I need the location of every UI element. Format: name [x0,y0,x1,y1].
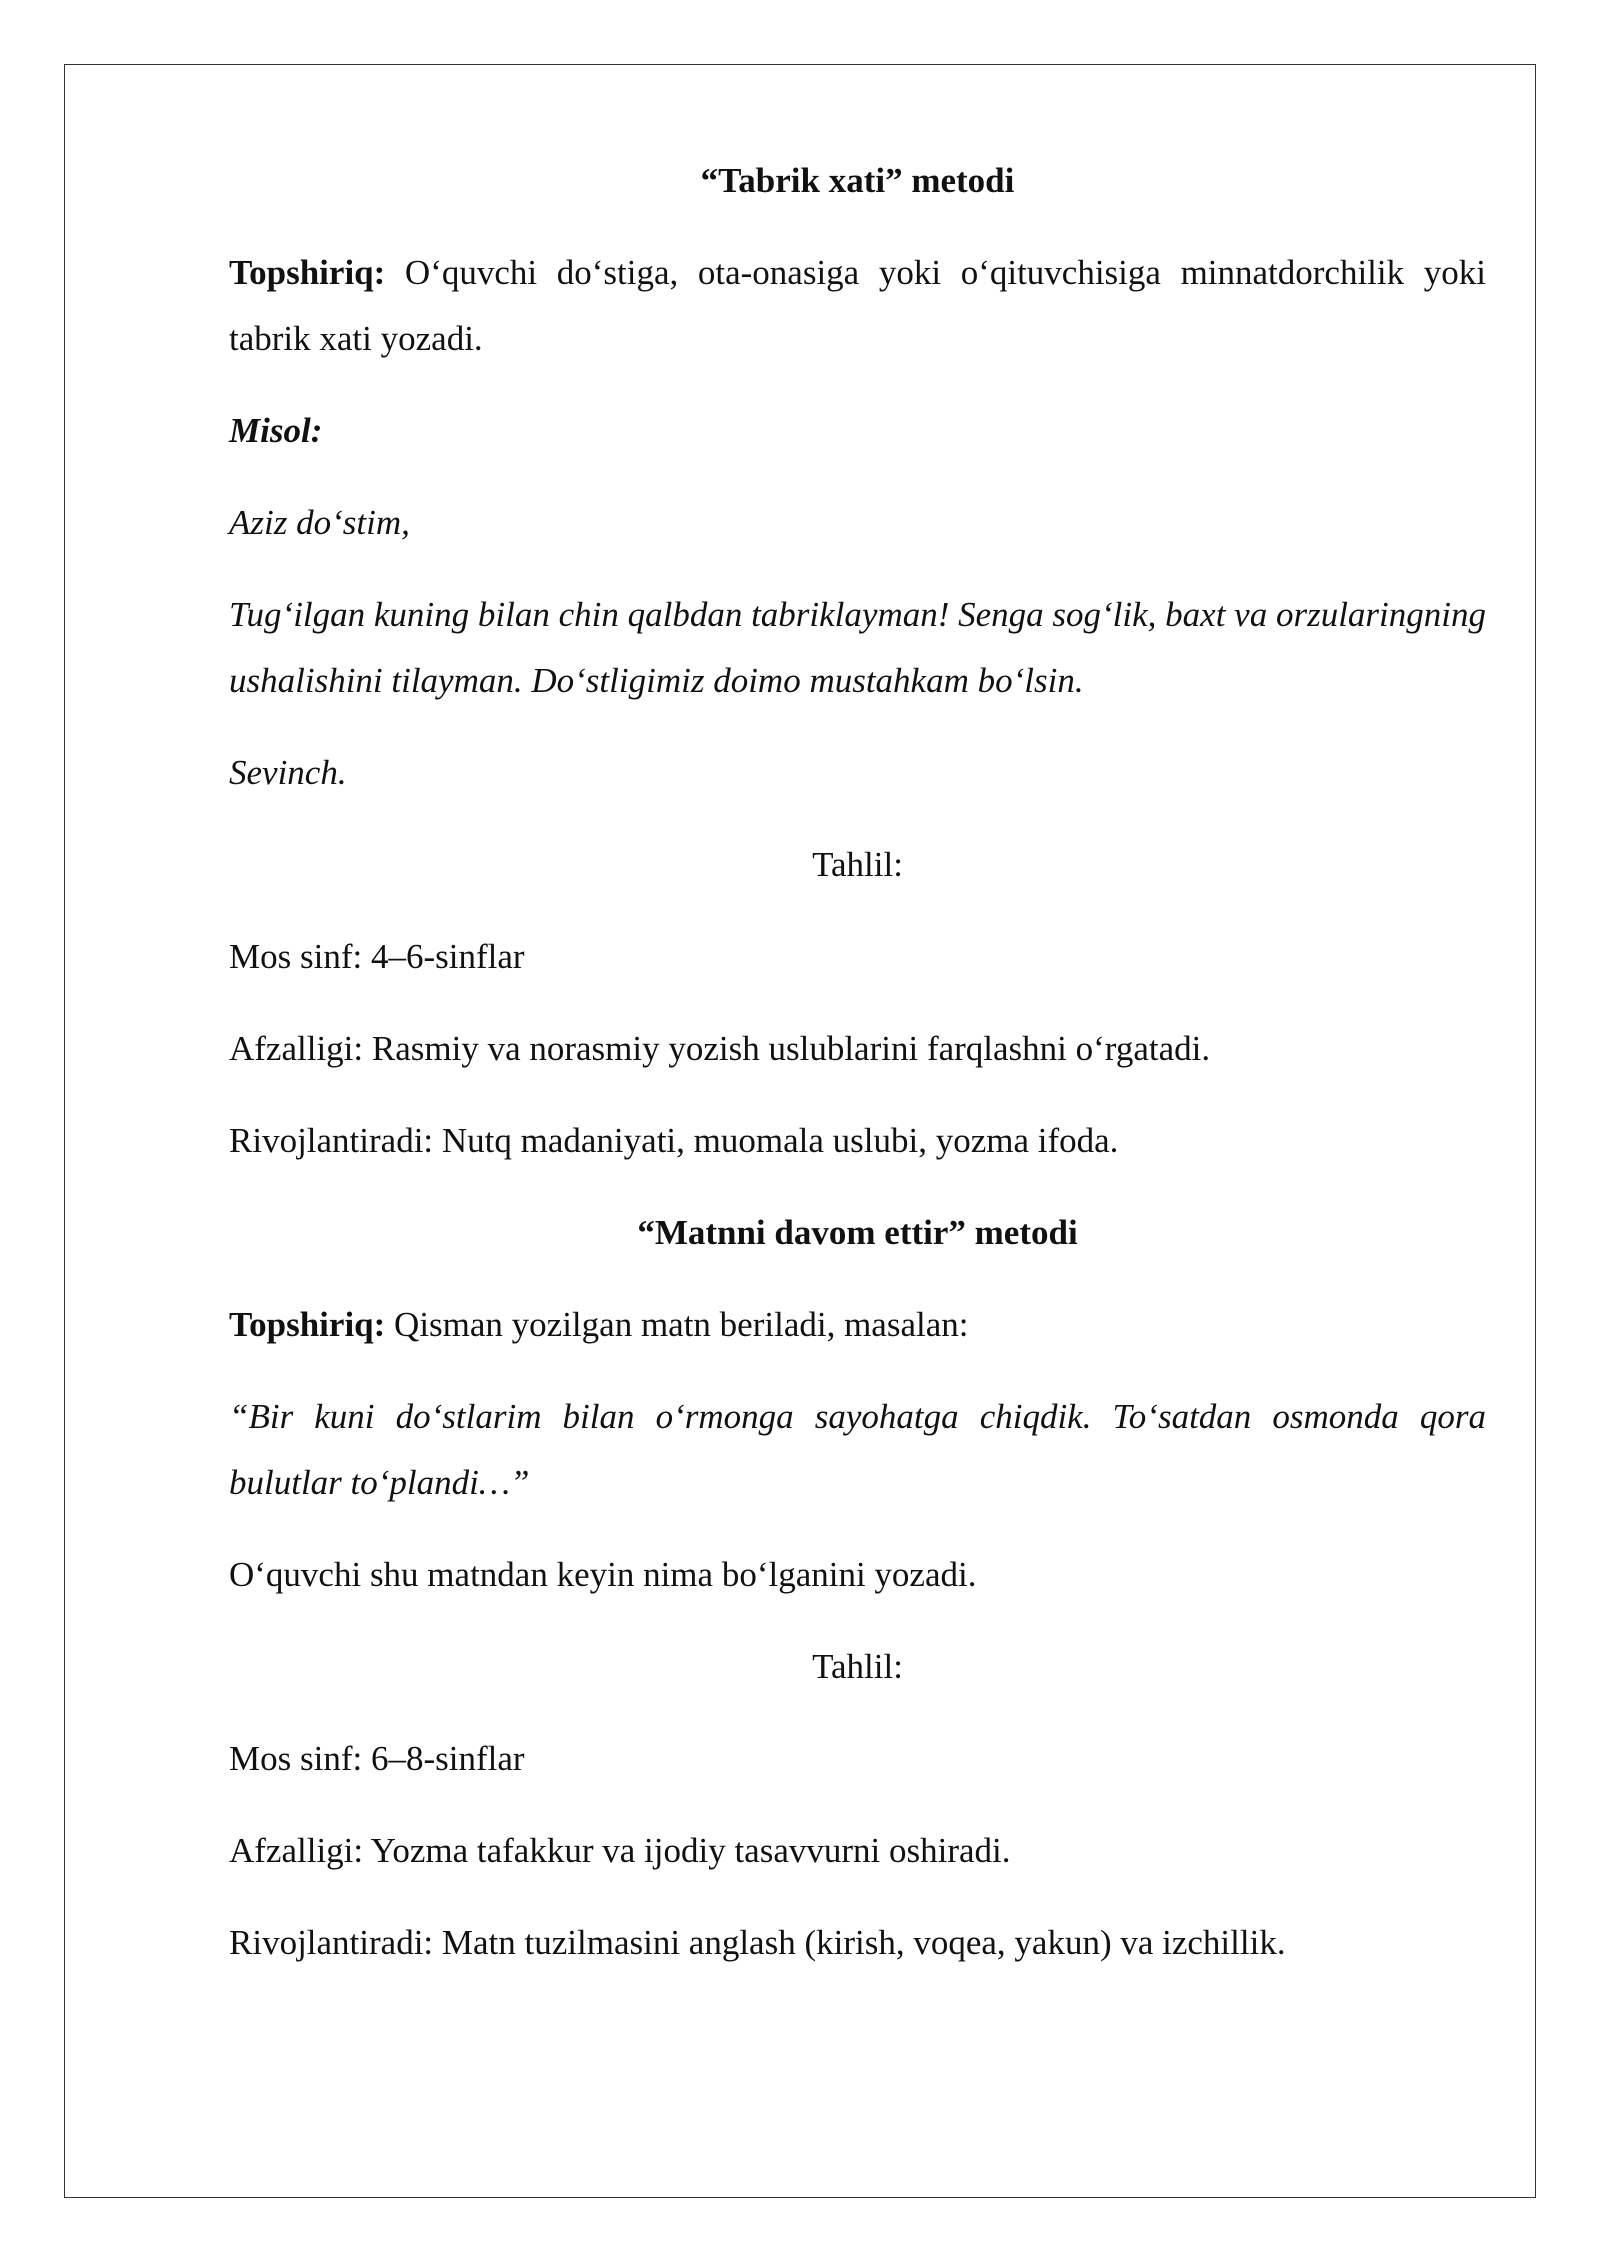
section2-title: “Matnni davom ettir” metodi [637,1213,1078,1252]
section2-grade: Mos sinf: 6–8-sinflar [229,1739,525,1778]
letter-greeting: Aziz do‘stim, [229,503,410,542]
section2-quote: “Bir kuni do‘stlarim bilan o‘rmonga sayohatga chiqdik. To‘satdan osmonda qora bulutlar to‘plandi…” [229,1397,1486,1502]
section2-instruction: O‘quvchi shu matndan keyin nima bo‘lganini yozadi. [229,1555,977,1594]
section1-title: “Tabrik xati” metodi [700,161,1015,200]
section1-analysis-heading: Tahlil: [812,845,903,884]
section1-task-text: O‘quvchi do‘stiga, ota-onasiga yoki o‘qituvchisiga minnatdorchilik yoki tabrik xati yozadi. [229,253,1486,358]
section1-task-label: Topshiriq: [229,253,386,292]
section1-grade: Mos sinf: 4–6-sinflar [229,937,525,976]
document-body [229,148,1486,2002]
section2-task-label: Topshiriq: [229,1305,386,1344]
letter-signature: Sevinch. [229,753,347,792]
section1-advantage: Afzalligi: Rasmiy va norasmiy yozish uslublarini farqlashni o‘rgatadi. [229,1029,1211,1068]
section1-task [229,240,1486,372]
section2-task-text: Qisman yozilgan matn beriladi, masalan: [385,1305,969,1344]
section2-analysis-heading: Tahlil: [812,1647,903,1686]
section2-task [229,1292,1486,1358]
section2-advantage: Afzalligi: Yozma tafakkur va ijodiy tasavvurni oshiradi. [229,1831,1011,1870]
section1-example-label: Misol: [229,411,323,450]
letter-body: Tug‘ilgan kuning bilan chin qalbdan tabriklayman! Senga sog‘lik, baxt va orzularingning ushalishini tilayman. Do‘stligimiz doimo mustahkam bo‘lsin. [229,595,1486,700]
section1-develops: Rivojlantiradi: Nutq madaniyati, muomala uslubi, yozma ifoda. [229,1121,1119,1160]
section2-develops: Rivojlantiradi: Matn tuzilmasini anglash (kirish, voqea, yakun) va izchillik. [229,1923,1286,1962]
